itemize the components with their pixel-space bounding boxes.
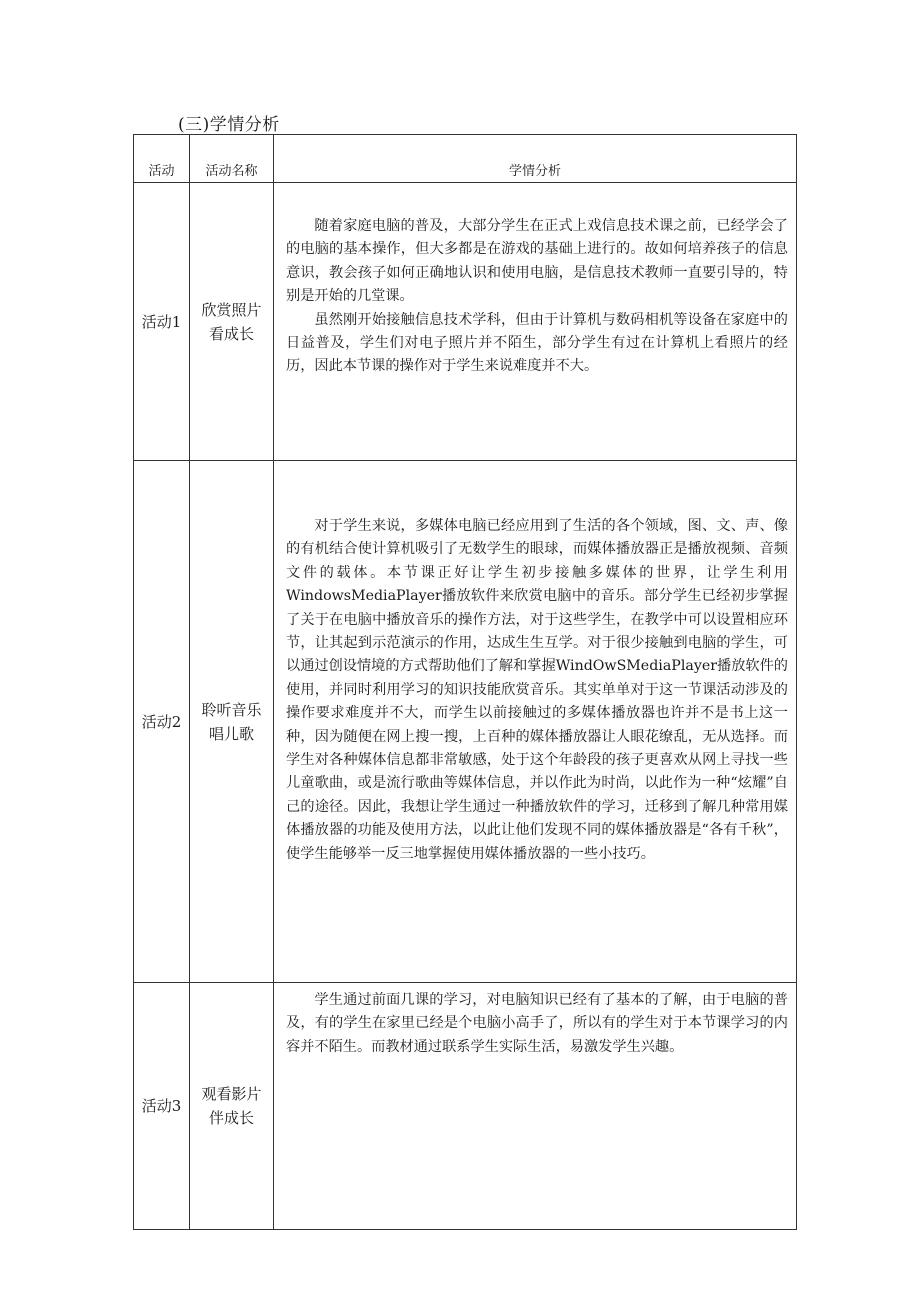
table-row xyxy=(134,983,797,1230)
table-row xyxy=(134,183,797,461)
analysis-text xyxy=(274,983,797,1230)
activity-label: 活动1 xyxy=(134,183,190,461)
header-activity-name: 活动名称 xyxy=(190,135,274,183)
section-title: (三)学情分析 xyxy=(178,115,280,135)
table-row xyxy=(134,461,797,983)
header-activity: 活动 xyxy=(134,135,190,183)
learning-analysis-table xyxy=(133,134,797,1230)
table-header-row xyxy=(134,135,797,183)
analysis-paragraph: 学生通过前面几课的学习，对电脑知识已经有了基本的了解，由于电脑的普及，有的学生在家里已经是个电脑小高手了，所以有的学生对于本节课学习的内容并不陌生。而教材通过联系学生实际生活，易激发学生兴趣。 xyxy=(286,992,788,1055)
analysis-paragraph: 虽然刚开始接触信息技术学科，但由于计算机与数码相机等设备在家庭中的日益普及，学生们对电子照片并不陌生，部分学生有过在计算机上看照片的经历，因此本节课的操作对于学生来说难度并不大。 xyxy=(286,311,788,375)
header-learning-analysis: 学情分析 xyxy=(274,135,797,183)
activity-label: 活动2 xyxy=(134,461,190,983)
analysis-paragraph: 对于学生来说，多媒体电脑已经应用到了生活的各个领域，图、文、声、像的有机结合使计算机吸引了无数学生的眼球，而媒体播放器正是播放视频、音频文件的载体。本节课正好让学生初步接触多媒体的世界，让学生利用WindowsMediaPlayer播放软件来欣赏电脑中的音乐。部分学生已经初步掌握了关于在电脑中播放音乐的操作方法，对于这些学生，在教学中可以设置相应环节，让其起到示范演示的作用，达成生生互学。对于很少接触到电脑的学生，可以通过创设情境的方式帮助他们了解和掌握WindOwSMediaPlayer播放软件的使用，并同时利用学习的知识技能欣赏音乐。其实单单对于这一节课活动涉及的操作要求难度并不大，而学生以前接触过的多媒体播放器也许并不是书上这一种，因为随便在网上搜一搜，上百种的媒体播放器让人眼花缭乱，无从选择。而学生对各种媒体信息都非常敏感，处于这个年龄段的孩子更喜欢从网上寻找一些儿童歌曲，或是流行歌曲等媒体信息，并以作此为时尚，以此作为一种“炫耀”自己的途径。因此，我想让学生通过一种播放软件的学习，迁移到了解几种常用媒体播放器的功能及使用方法，以此让他们发现不同的媒体播放器是“各有千秋”，使学生能够举一反三地掌握使用媒体播放器的一些小技巧。 xyxy=(286,518,788,862)
analysis-text xyxy=(274,183,797,461)
activity-label: 活动3 xyxy=(134,983,190,1230)
activity-name: 欣赏照片 看成长 xyxy=(190,183,274,461)
activity-name: 聆听音乐 唱儿歌 xyxy=(190,461,274,983)
analysis-paragraph: 随着家庭电脑的普及，大部分学生在正式上戏信息技术课之前，已经学会了的电脑的基本操作，但大多都是在游戏的基础上进行的。故如何培养孩子的信息意识，教会孩子如何正确地认识和使用电脑，是信息技术教师一直要引导的，特别是开始的几堂课。 xyxy=(286,218,788,305)
analysis-text xyxy=(274,461,797,983)
activity-name: 观看影片 伴成长 xyxy=(190,983,274,1230)
